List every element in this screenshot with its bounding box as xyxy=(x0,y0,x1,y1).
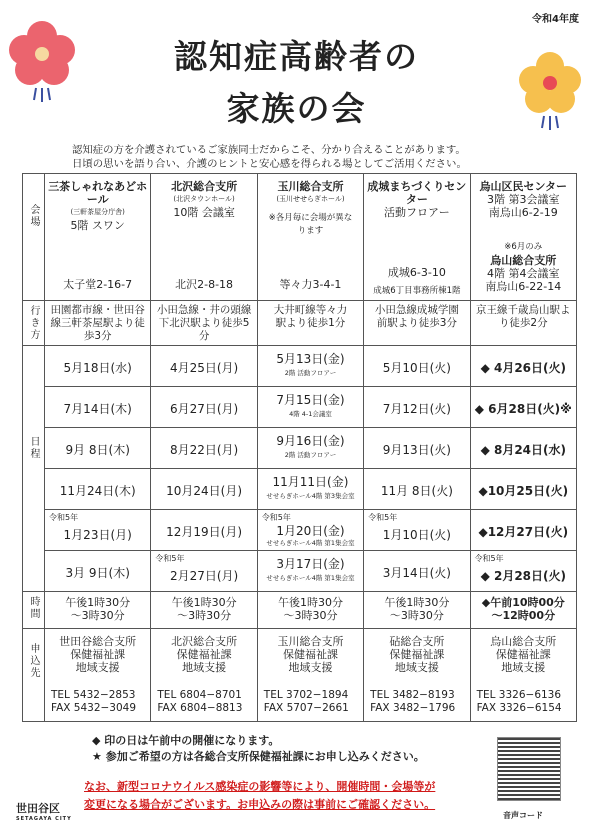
intro-text: 認知症の方を介護されているご家族同士だからこそ、分かり合えることがあります。 日頃の思いを語り合い、介護のヒントと安心感を得られる場としてご活用ください。 xyxy=(72,144,467,170)
venue-row: 会場 三茶しゃれなあどホール (三軒茶屋分庁舎) 5階 スワン 太子堂2-16-7 北沢総合支所 (北沢タウンホール) 10階 会議室 北沢2-8-18 玉川総合支所 (玉川せせらぎホール) ※各月毎に会場が異なります 等々力3-4-1 成城まちづくりセンター 活動フロアー 成城6-3-10 成城6丁目事務所棟1階 烏山区民センター 3階 第3会議室 南烏山6-2-19 ※6月のみ 烏山総合支所 4階 第4会議室 南烏山6-22-14 xyxy=(23,174,577,301)
schedule-date: 11月24日(木) xyxy=(45,469,151,510)
fiscal-year: 令和4年度 xyxy=(532,14,579,25)
schedule-date: 10月24日(月) xyxy=(151,469,257,510)
schedule-row xyxy=(23,428,577,469)
schedule-date: 11月 8日(火) xyxy=(364,469,470,510)
schedule-date: 令和5年 1月20日(金) せせらぎホール4階 第1集会室 xyxy=(257,510,363,551)
schedule-date: 4月25日(月) xyxy=(151,346,257,387)
schedule-label: 日程 xyxy=(28,436,39,460)
schedule-date: 9月13日(火) xyxy=(364,428,470,469)
schedule-date: ◆ 8月24日(水) xyxy=(470,428,576,469)
schedule-date: 令和5年 1月23日(月) xyxy=(45,510,151,551)
time-cell: 午後1時30分 ～3時30分 xyxy=(364,592,470,629)
venue-label: 会場 xyxy=(28,204,39,228)
schedule-date: ◆12月27日(火) xyxy=(470,510,576,551)
access-row: 行き方 田園都市線・世田谷線三軒茶屋駅より徒歩3分 小田急線・井の頭線下北沢駅より徒歩5分 大井町線等々力駅より徒歩1分 小田急線成城学園前駅より徒歩3分 京王線千歳烏山駅より徒歩2分 xyxy=(23,301,577,346)
time-cell: ◆午前10時00分 ～12時00分 xyxy=(470,592,576,629)
schedule-date: 9月 8日(木) xyxy=(45,428,151,469)
schedule-date: ◆10月25日(火) xyxy=(470,469,576,510)
schedule-date: 9月16日(金) 2階 活動フロアー xyxy=(257,428,363,469)
schedule-date: 5月13日(金) 2階 活動フロアー xyxy=(257,346,363,387)
schedule-date: 令和5年 2月27日(月) xyxy=(151,551,257,592)
page-title-line1: 認知症高齢者の xyxy=(174,37,419,76)
apply-label: 申込先 xyxy=(28,643,39,679)
time-label: 時間 xyxy=(28,596,39,620)
apply-cell: 砧総合支所 保健福祉課 地域支援 TEL 3482−8193 FAX 3482−1796 xyxy=(364,629,470,722)
schedule-date: 令和5年 ◆ 2月28日(火) xyxy=(470,551,576,592)
apply-row xyxy=(23,629,577,722)
notes: ◆ 印の日は午前中の開催になります。 ★ 参加ご希望の方は各総合支所保健福祉課にお申し込みください。 xyxy=(92,734,425,763)
schedule-date: 7月12日(火) xyxy=(364,387,470,428)
apply-cell: 北沢総合支所 保健福祉課 地域支援 TEL 6804−8701 FAX 6804−8813 xyxy=(151,629,257,722)
schedule-row xyxy=(23,387,577,428)
schedule-date: 3月17日(金) せせらぎホール4階 第1集会室 xyxy=(257,551,363,592)
apply-cell: 烏山総合支所 保健福祉課 地域支援 TEL 3326−6136 FAX 3326−6154 xyxy=(470,629,576,722)
access-label: 行き方 xyxy=(28,305,39,341)
time-cell: 午後1時30分 ～3時30分 xyxy=(257,592,363,629)
apply-cell: 世田谷総合支所 保健福祉課 地域支援 TEL 5432−2853 FAX 5432−3049 xyxy=(45,629,151,722)
schedule-date: 令和5年 1月10日(火) xyxy=(364,510,470,551)
schedule-date: 5月18日(水) xyxy=(45,346,151,387)
voice-code-label: 音声コード xyxy=(503,811,543,820)
schedule-row xyxy=(23,551,577,592)
schedule-date: 7月14日(木) xyxy=(45,387,151,428)
schedule-date: 5月10日(火) xyxy=(364,346,470,387)
time-cell: 午後1時30分 ～3時30分 xyxy=(45,592,151,629)
apply-cell: 玉川総合支所 保健福祉課 地域支援 TEL 3702−1894 FAX 5707−2661 xyxy=(257,629,363,722)
schedule-row xyxy=(23,510,577,551)
page-title-line2: 家族の会 xyxy=(226,89,367,128)
schedule-date: 3月 9日(木) xyxy=(45,551,151,592)
schedule-date: 7月15日(金) 4階 4-1会議室 xyxy=(257,387,363,428)
time-cell: 午後1時30分 ～3時30分 xyxy=(151,592,257,629)
setagaya-logo: 世田谷区 SETAGAYA CITY xyxy=(16,802,72,822)
schedule-row xyxy=(23,469,577,510)
time-row xyxy=(23,592,577,629)
schedule-date: 12月19日(月) xyxy=(151,510,257,551)
schedule-date: 6月27日(月) xyxy=(151,387,257,428)
voice-code-icon xyxy=(497,737,561,801)
schedule-date: 11月11日(金) せせらぎホール4階 第3集会室 xyxy=(257,469,363,510)
schedule-row xyxy=(23,346,577,387)
schedule-table xyxy=(22,173,577,722)
schedule-date: ◆ 6月28日(火)※ xyxy=(470,387,576,428)
schedule-date: 3月14日(火) xyxy=(364,551,470,592)
schedule-date: ◆ 4月26日(火) xyxy=(470,346,576,387)
covid-alert: なお、新型コロナウイルス感染症の影響等により、開催時間・会場等が 変更になる場合がございます。お申込みの際は事前にご確認ください。 xyxy=(84,780,436,811)
schedule-date: 8月22日(月) xyxy=(151,428,257,469)
